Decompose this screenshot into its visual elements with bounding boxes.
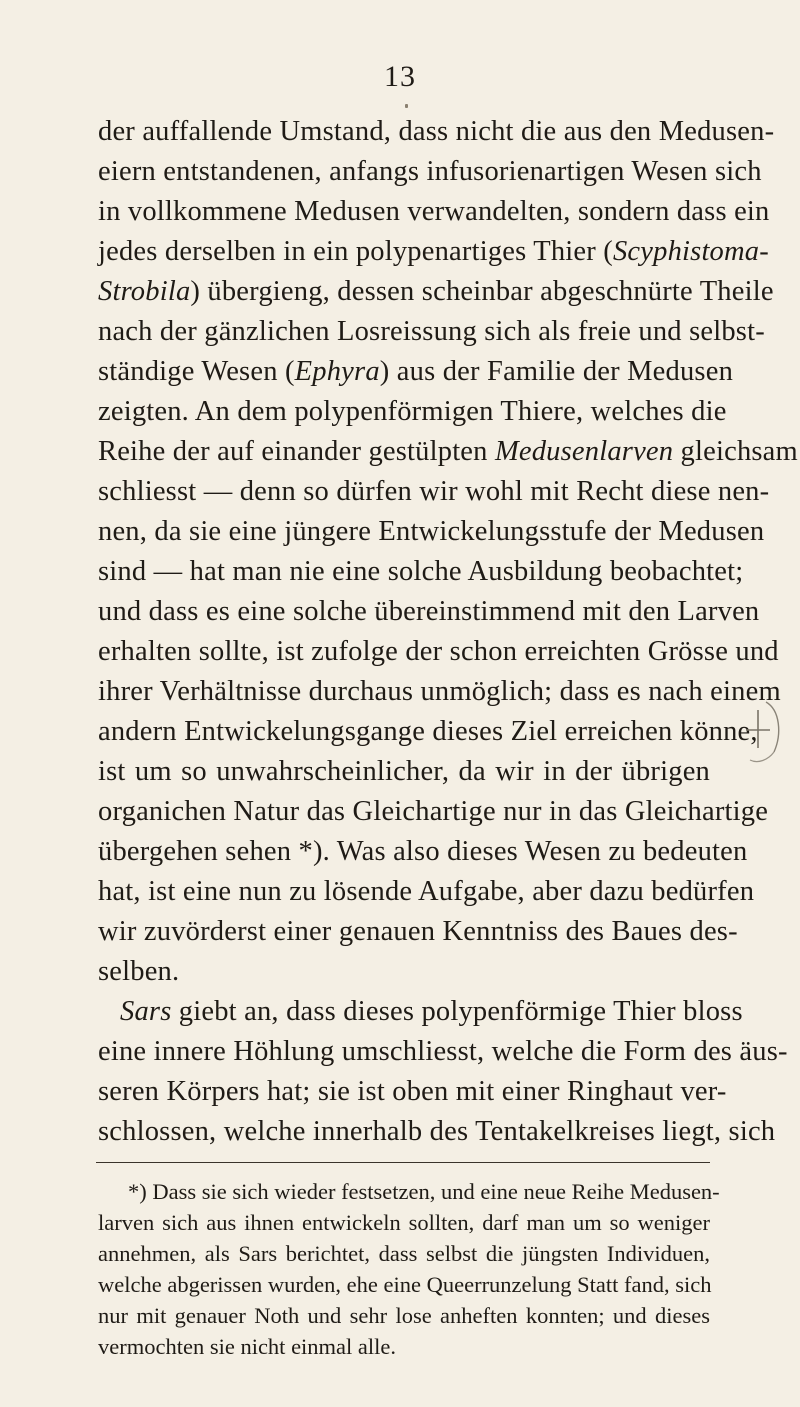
body-line: und dass es eine solche übereinstimmend mit den Larven	[98, 596, 760, 627]
footnote-line: *) Dass sie sich wieder festsetzen, und eine neue Reihe Medusen-	[128, 1179, 720, 1204]
body-line: in vollkommene Medusen verwandelten, sondern dass ein	[98, 196, 770, 227]
ink-speck	[405, 104, 408, 108]
body-line: wir zuvörderst einer genauen Kenntniss des Baues des-	[98, 916, 738, 947]
body-line: eiern entstandenen, anfangs infusorienartigen Wesen sich	[98, 156, 762, 187]
body-line: schlossen, welche innerhalb des Tentakelkreises liegt, sich	[98, 1116, 776, 1147]
body-line: Sars giebt an, dass dieses polypenförmige Thier bloss	[120, 996, 743, 1027]
body-line: zeigten. An dem polypenförmigen Thiere, welches die	[98, 396, 727, 427]
body-line: schliesst — denn so dürfen wir wohl mit Recht diese nen-	[98, 476, 770, 507]
body-line: der auffallende Umstand, dass nicht die aus den Medusen-	[98, 116, 775, 147]
body-line: jedes derselben in ein polypenartiges Thier (Scyphistoma-	[98, 236, 769, 267]
footnote-line: annehmen, als Sars berichtet, dass selbst die jüngsten Individuen,	[98, 1241, 710, 1266]
body-line: seren Körpers hat; sie ist oben mit einer Ringhaut ver-	[98, 1076, 727, 1107]
footnote-rule	[96, 1162, 710, 1163]
body-line: ist um so unwahrscheinlicher, da wir in der übrigen	[98, 756, 710, 787]
body-line: übergehen sehen *). Was also dieses Wesen zu bedeuten	[98, 836, 748, 867]
page-number: 13	[384, 60, 416, 93]
body-line: organichen Natur das Gleichartige nur in das Gleichartige	[98, 796, 769, 827]
body-line: selben.	[98, 956, 180, 987]
body-line: nach der gänzlichen Losreissung sich als freie und selbst-	[98, 316, 765, 347]
body-line: ständige Wesen (Ephyra) aus der Familie der Medusen	[98, 356, 734, 387]
body-line: ihrer Verhältnisse durchaus unmöglich; dass es nach einem	[98, 676, 781, 707]
footnote-line: nur mit genauer Noth und sehr lose anheften konnten; und dieses	[98, 1303, 710, 1328]
footnote-line: welche abgerissen wurden, ehe eine Queerrunzelung Statt fand, sich	[98, 1272, 712, 1297]
body-line: eine innere Höhlung umschliesst, welche die Form des äus-	[98, 1036, 788, 1067]
body-line: andern Entwickelungsgange dieses Ziel erreichen könne,	[98, 716, 758, 747]
body-line: erhalten sollte, ist zufolge der schon erreichten Grösse und	[98, 636, 779, 667]
margin-pencil-mark	[736, 690, 784, 774]
body-line: Reihe der auf einander gestülpten Medusenlarven gleichsam	[98, 436, 798, 467]
body-line: Strobila) übergieng, dessen scheinbar abgeschnürte Theile	[98, 276, 774, 307]
body-line: nen, da sie eine jüngere Entwickelungsstufe der Medusen	[98, 516, 765, 547]
footnote-line: larven sich aus ihnen entwickeln sollten, darf man um so weniger	[98, 1210, 710, 1235]
body-line: hat, ist eine nun zu lösende Aufgabe, aber dazu bedürfen	[98, 876, 755, 907]
footnote-line: vermochten sie nicht einmal alle.	[98, 1334, 397, 1359]
body-line: sind — hat man nie eine solche Ausbildung beobachtet;	[98, 556, 744, 587]
